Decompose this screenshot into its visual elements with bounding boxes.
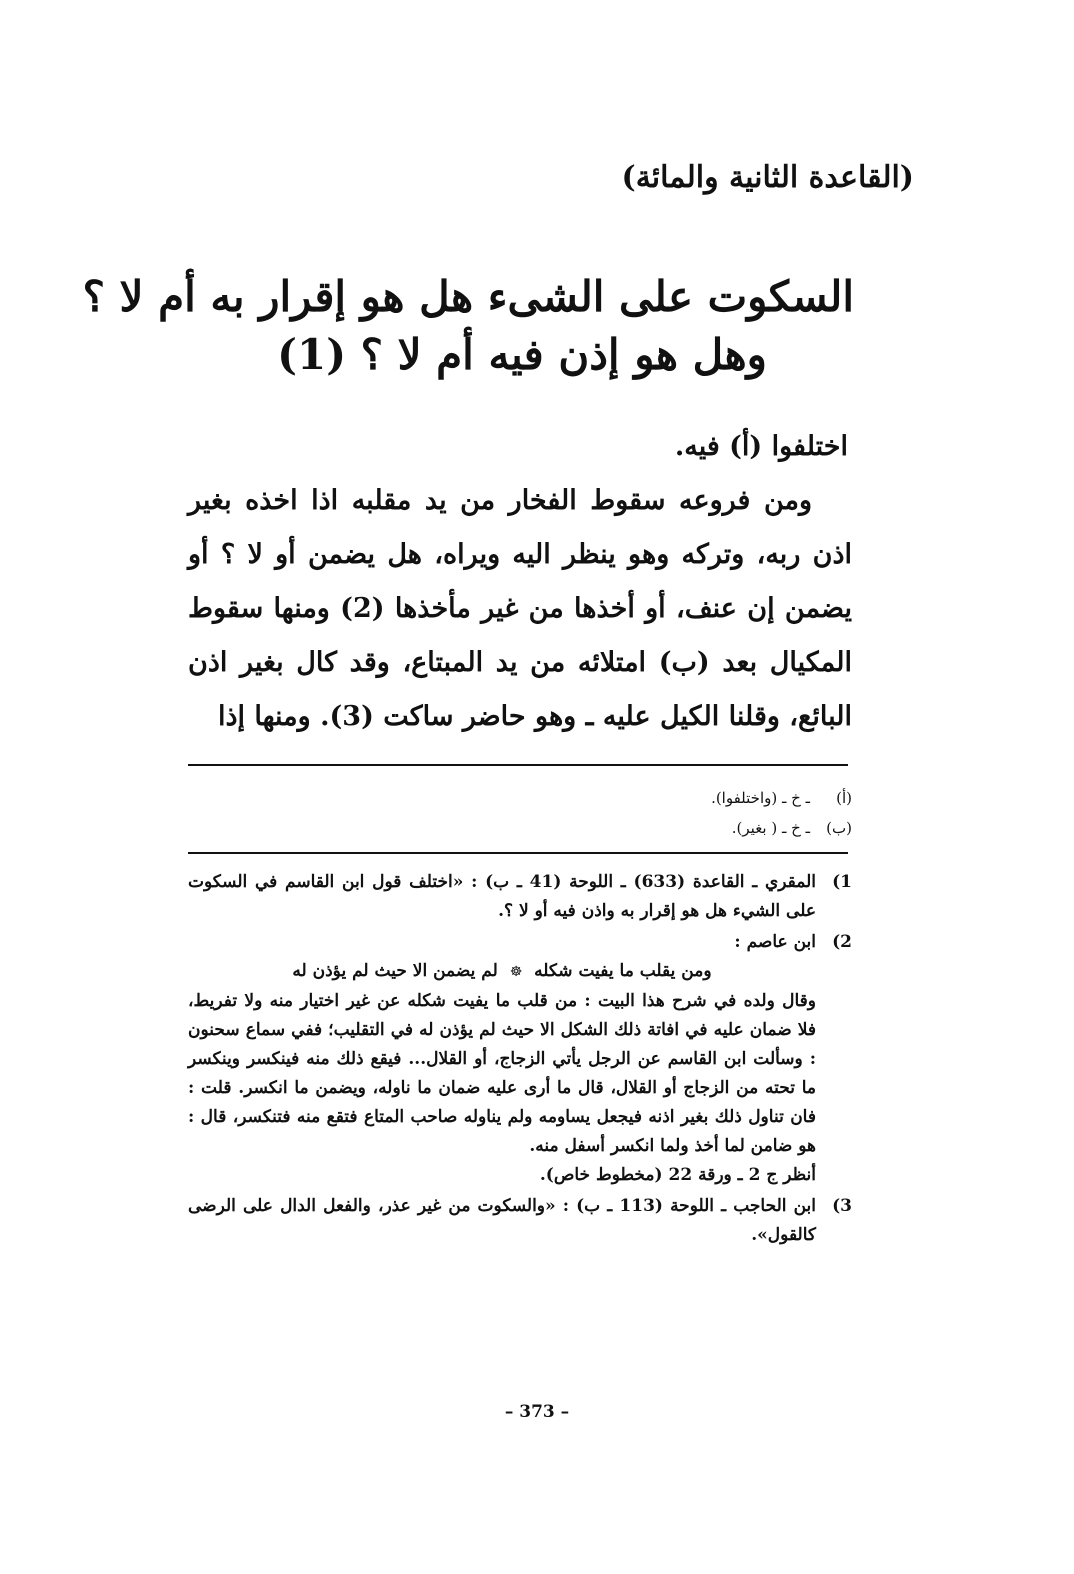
- verse-hemistich-2: لم يضمن الا حيث لم يؤذن له: [292, 961, 498, 981]
- footnote-text: وقال ولده في شرح هذا البيت : من قلب ما يفيت شكله عن غير اختيار منه ولا تفريط، فلا ضمان عليه في افاتة ذلك الشكل الا حيث لم يؤذن له في التقليب؛ ففي سماع سحنون : وسألت ابن القاسم عن الرجل يأتي الزجاج، أو القلال... فيقع ذلك منه فينكسر وينكسر ما تحته من الزجاج أو القلال، قال ما أرى عليه ضمان ما ناوله، ويضمن ما انكسر. قلت : فان تناول ذلك بغير اذنه فيجعل يساومه ولم يناوله صاحب المتاع فتقع منه فتنكسر، قال : هو ضامن لما أخذ ولما انكسر أسفل منه.: [188, 991, 816, 1156]
- footnote-1: [188, 868, 852, 926]
- footnotes: [188, 868, 852, 1252]
- footnote-intro: ابن عاصم :: [734, 932, 816, 952]
- footnote-text: المقري ـ القاعدة (633) ـ اللوحة (41 ـ ب) : «اختلف قول ابن القاسم في السكوت على الشيء هل هو إقرار به واذن فيه أو لا ؟.: [188, 872, 817, 921]
- chapter-heading: [82, 268, 854, 384]
- main-text: [188, 420, 852, 744]
- manuscript-variants: [188, 783, 852, 843]
- rule-title: (القاعدة الثانية والمائة): [621, 160, 914, 195]
- heading-line-1: السكوت على الشىء هل هو إقرار به أم لا ؟: [82, 272, 854, 321]
- verse-divider-icon: ☸: [509, 964, 523, 980]
- variant-mark: (ب): [826, 819, 852, 837]
- footnote-reference: أنظر ج 2 ـ ورقة 22 (مخطوط خاص).: [539, 1165, 816, 1185]
- variant-item: [188, 783, 852, 813]
- footnote-text: ابن الحاجب ـ اللوحة (113 ـ ب) : «والسكوت من غير عذر، والفعل الدال على الرضى كالقول».: [188, 1196, 816, 1245]
- main-paragraph: ومن فروعه سقوط الفخار من يد مقلبه اذا اخذه بغير اذن ربه، وتركه وهو ينظر اليه ويراه، هل يضمن أو لا ؟ أو يضمن إن عنف، أو أخذها من غير مأخذها (2) ومنها سقوط المكيال بعد (ب) امتلائه من يد المبتاع، وقد كال بغير اذن البائع، وقلنا الكيل عليه ـ وهو حاضر ساكت (3). ومنها إذا: [188, 485, 852, 732]
- heading-line-2: وهل هو إذن فيه أم لا ؟ (1): [277, 330, 767, 379]
- footnote-divider-bottom: [188, 852, 848, 854]
- variant-text: ـ خ ـ ( بغير).: [731, 819, 810, 837]
- variant-item: [188, 813, 852, 843]
- verse-hemistich-1: ومن يقلب ما يفيت شكله: [534, 961, 712, 981]
- lead-sentence: اختلفوا (أ) فيه.: [674, 431, 848, 462]
- footnote-3: [188, 1192, 852, 1250]
- footnote-divider-top: [188, 764, 848, 766]
- variant-mark: (أ): [836, 789, 852, 807]
- variant-text: ـ خ ـ (واختلفوا).: [711, 789, 810, 807]
- verse-line: [188, 957, 816, 987]
- page-number: – 373 –: [504, 1402, 570, 1422]
- footnote-number: 2): [832, 932, 852, 952]
- footnote-2: [188, 928, 852, 1190]
- footnote-number: 3): [832, 1196, 852, 1216]
- footnote-number: 1): [832, 872, 852, 892]
